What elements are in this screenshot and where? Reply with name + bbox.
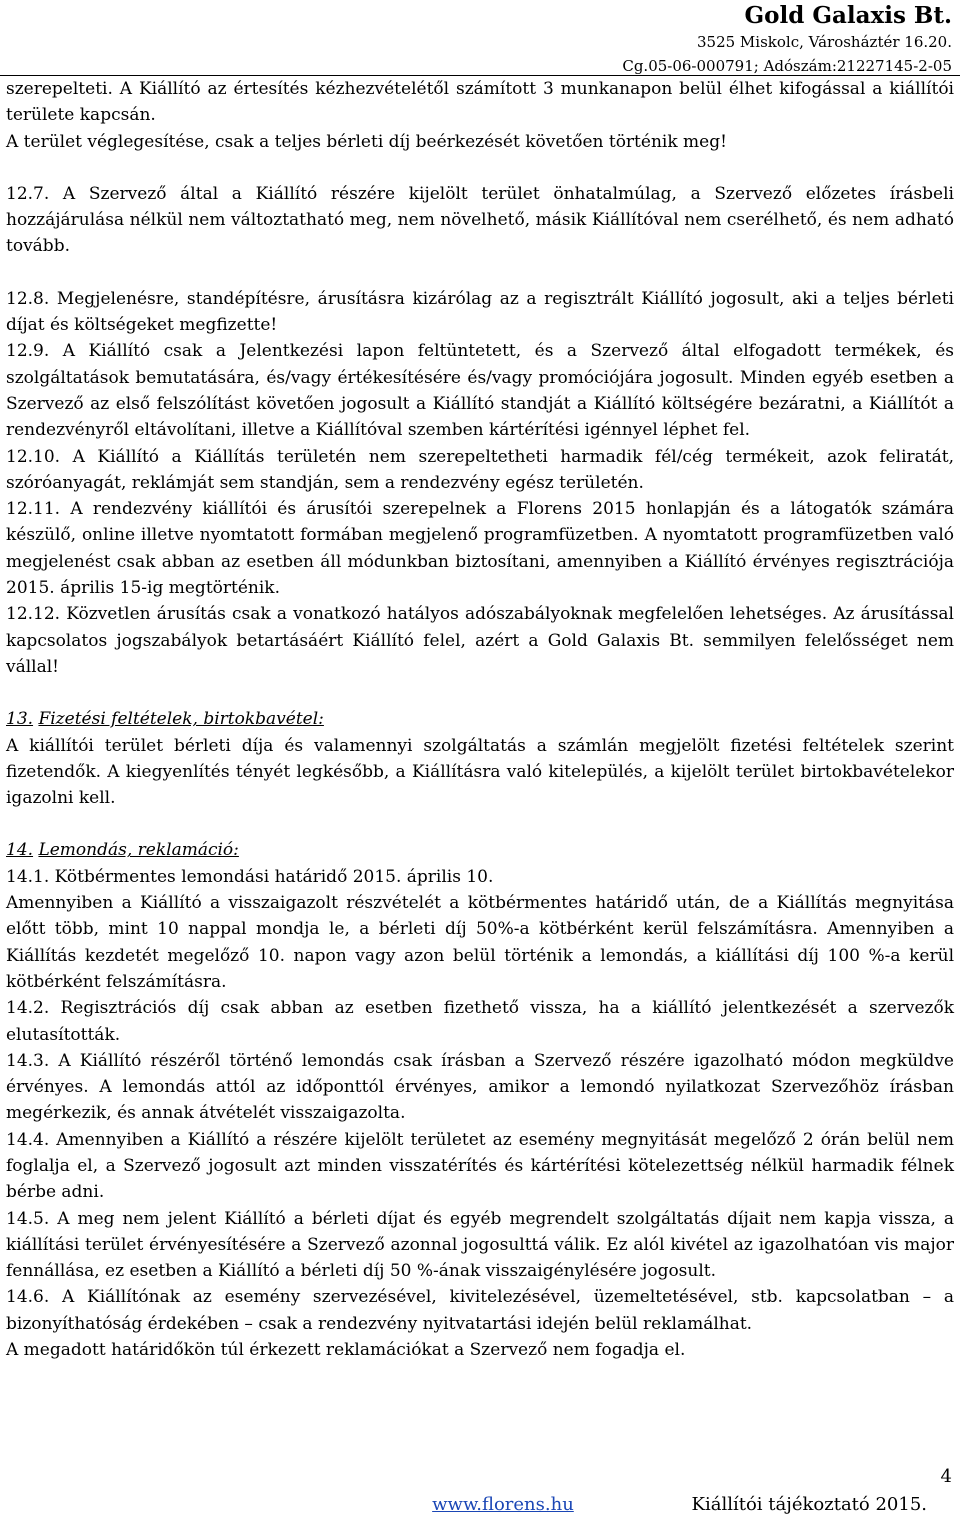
page-footer <box>432 1490 927 1520</box>
page-number: 4 <box>940 1466 952 1487</box>
clause-14-2: 14.2. Regisztrációs díj csak abban az esetben fizethető vissza, ha a kiállító jelentkezését a szervezők elutasították. <box>6 998 954 1045</box>
clause-12-7: 12.7. A Szervező által a Kiállító részére kijelölt terület önhatalmúlag, a Szervező előzetes írásbeli hozzájárulása nélkül nem változtatható meg, nem növelhető, másik Kiállítóval nem cserélhető, és nem adható tovább. <box>6 183 954 257</box>
clause-14-1: 14.1. Kötbérmentes lemondási határidő 2015. április 10. <box>6 866 494 887</box>
clause-14-5: 14.5. A meg nem jelent Kiállító a bérleti díjat és egyéb megrendelt szolgáltatás díjait nem kapja vissza, a kiállítási terület érvényesítésére a Szervező azonnal jogosulttá válik. Ez alól kivétel az igazolhatóan vis major fennállása, ez esetben a Kiállító a bérleti díj 50 %-ának visszaigénylésére jogosult. <box>6 1208 954 1282</box>
company-registry: Cg.05-06-000791; Adószám:21227145-2-05 <box>622 57 952 75</box>
paragraph-continuation: szerepelteti. A Kiállító az értesítés kézhezvételétől számított 3 munkanapon belül élhet kifogással a kiállítói területe kapcsán. <box>6 79 954 126</box>
website-link[interactable]: www.florens.hu <box>432 1494 574 1515</box>
company-name: Gold Galaxis Bt. <box>744 2 952 29</box>
document-body <box>6 76 954 1363</box>
section-13-number: 13. <box>6 709 34 730</box>
section-14-title: Lemondás, reklamáció: <box>38 840 239 861</box>
letterhead <box>622 2 952 78</box>
clause-14-4: 14.4. Amennyiben a Kiállító a részére kijelölt területet az esemény megnyitását megelőző 2 órán belül nem foglalja el, a Szervező jogosult azt minden visszatérítés és kártérítési kötelezettség nélkül harmadik félnek bérbe adni. <box>6 1129 954 1203</box>
section-13-title: Fizetési feltételek, birtokbavétel: <box>38 709 324 730</box>
section-14-number: 14. <box>6 840 34 861</box>
clause-14-3: 14.3. A Kiállító részéről történő lemondás csak írásban a Szervező részére igazolható módon megküldve érvényes. A lemondás attól az időponttól érvényes, amikor a lemondó nyilatkozat Szervezőhöz írásban megérkezik, és annak átvételét visszaigazolta. <box>6 1050 954 1124</box>
clause-12-8: 12.8. Megjelenésre, standépítésre, árusításra kizárólag az a regisztrált Kiállító jogosult, aki a teljes bérleti díjat és költségeket megfizette! <box>6 288 954 336</box>
section-13-heading <box>6 706 954 732</box>
closing-note: A megadott határidőkön túl érkezett reklamációkat a Szervező nem fogadja el. <box>6 1340 686 1361</box>
clause-14-6: 14.6. A Kiállítónak az esemény szervezésével, kivitelezésével, üzemeltetésével, stb. kapcsolatban – a bizonyíthatóság érdekében – csak a rendezvény nyitvatartási idején belül reklamálhat. <box>6 1287 954 1334</box>
clause-14-1-detail: Amennyiben a Kiállító a visszaigazolt részvételét a kötbérmentes határidő után, de a Kiállítás megnyitása előtt több, mint 10 nappal mondja le, a bérleti díj 50%-a kötbérként kerül felszámításra. Amennyiben a Kiállítás kezdetét megelőző 10. napon vagy azon belül történik a lemondás, a kiállítási díj 100 %-a kerül kötbérként felszámításra. <box>6 893 954 992</box>
section-13-text: A kiállítói terület bérleti díja és valamennyi szolgáltatás a számlán megjelölt fizetési feltételek szerint fizetendők. A kiegyenlítés tényét legkésőbb, a Kiállításra való kitelepülés, a kijelölt terület birtokbavételekor igazolni kell. <box>6 735 954 809</box>
clause-12-12: 12.12. Közvetlen árusítás csak a vonatkozó hatályos adószabályoknak megfelelően lehetséges. Az árusítással kapcsolatos jogszabályok betartásáért Kiállító felel, azért a Gold Galaxis Bt. semmilyen felelősséget nem vállal! <box>6 604 954 677</box>
paragraph-finalization: A terület véglegesítése, csak a teljes bérleti díj beérkezését követően történik meg! <box>6 131 727 152</box>
clause-12-11: 12.11. A rendezvény kiállítói és árusítói szerepelnek a Florens 2015 honlapján és a látogatók számára készülő, online illetve nyomtatott formában megjelenő programfüzetben. A nyomtatott programfüzetben való megjelenést csak abban az esetben áll módunkban biztosítani, amennyiben a Kiállító érvényes regisztrációja 2015. április 15-ig megtörténik. <box>6 499 954 599</box>
footer-doc-title: Kiállítói tájékoztató 2015. <box>691 1494 927 1515</box>
section-14-heading <box>6 837 954 863</box>
clause-12-10: 12.10. A Kiállító a Kiállítás területén nem szerepeltetheti harmadik fél/cég termékeit, azok feliratát, szóróanyagát, reklámját sem standján, sem a rendezvény egész területén. <box>6 446 954 493</box>
clause-12-9: 12.9. A Kiállító csak a Jelentkezési lapon feltüntetett, és a Szervező által elfogadott termékek, és szolgáltatások bemutatására, és/vagy értékesítésére és/vagy promóciójára jogosult. Minden egyéb esetben a Szervező az első felszólítást követően jogosult a Kiállító standját a Kiállító költségére bezáratni, a Kiállítót a rendezvényről eltávolítani, illetve a Kiállítóval szemben kártérítési igénnyel léphet fel. <box>6 341 954 441</box>
company-address: 3525 Miskolc, Városháztér 16.20. <box>696 33 952 51</box>
